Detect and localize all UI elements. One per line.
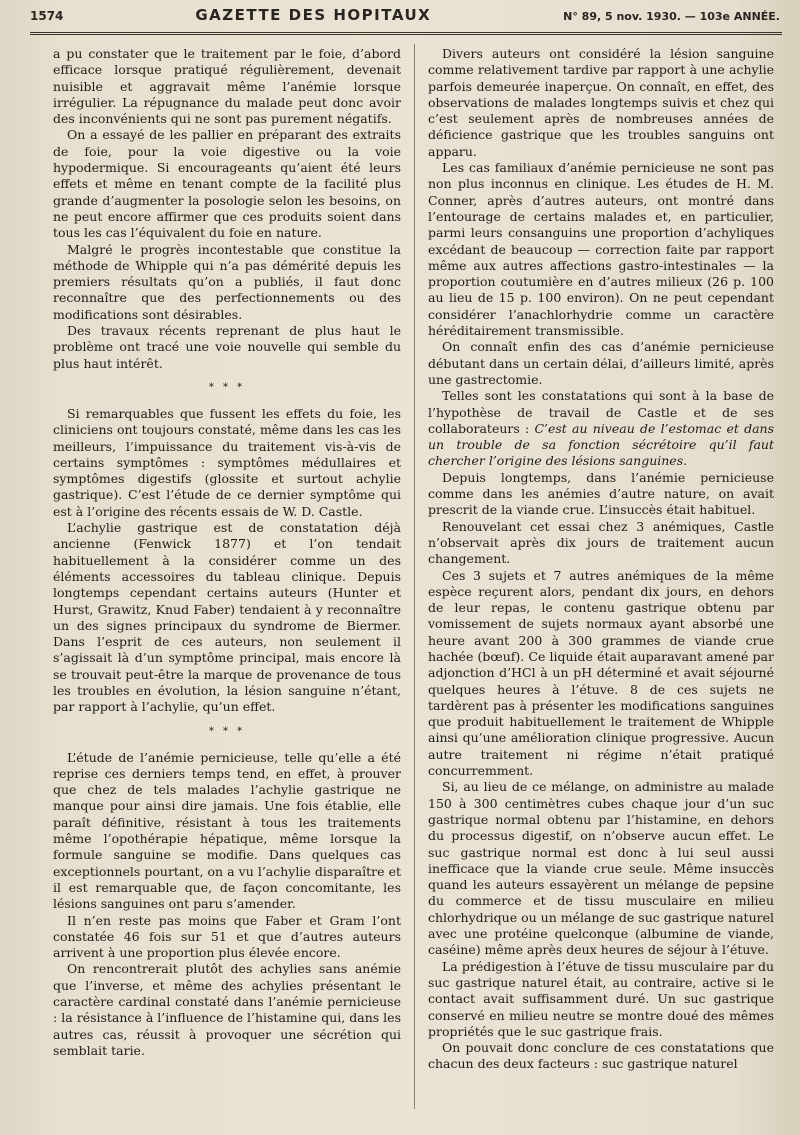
section-separator: * * * xyxy=(208,725,246,737)
section-separator: * * * xyxy=(208,381,246,393)
page-number: 1574 xyxy=(30,9,64,23)
paragraph: On pouvait donc conclure de ces constatations que chacun des deux facteurs : suc gastrique naturel xyxy=(428,1040,774,1072)
paragraph: L’achylie gastrique est de constatation déjà ancienne (Fenwick 1877) et l’on tendait habituellement à la considérer comme un des éléments accessoires du tableau clinique. Depuis longtemps cependant certains auteurs (Hunter et Hurst, Grawitz, Knud Faber) tendaient à y reconnaître un des signes principaux du syndrome de Biermer. Dans l’esprit de ces auteurs, non seulement il s’agissait là d’un symptôme principal, mais encore là se trouvait peut-être la marque de provenance de tous les troubles en évolution, la lésion sanguine n’étant, par rapport à l’achylie, qu’un effet. xyxy=(53,520,401,715)
paragraph: L’étude de l’anémie pernicieuse, telle qu’elle a été reprise ces derniers temps tend, en effet, à prouver que chez de tels malades l’achylie gastrique ne manque pour ainsi dire jamais. Une fois établie, elle paraît définitive, résistant à tous les traitements même l’opothérapie hépatique, même lorsque la formule sanguine se modifie. Dans quelques cas exceptionnels pourtant, on a vu l’achylie disparaître et il est remarquable que, de façon concomitante, les lésions sanguines ont paru s’amender. xyxy=(53,749,401,912)
journal-title: GAZETTE DES HOPITAUX xyxy=(195,6,432,24)
paragraph: Les cas familiaux d’anémie pernicieuse ne sont pas non plus inconnus en clinique. Les études de H. M. Conner, après d’autres auteurs, ont montré dans l’entourage de certains malades et, en particulier, parmi leurs consanguins une proportion d’achyliques excédant de beaucoup — correction faite par rapport même aux autres affections gastro-intestinales — la proportion coutumière en d’autres milieux (26 p. 100 au lieu de 15 p. 100 environ). On ne peut cependant considérer l’anachlorhydrie comme un caractère héréditairement transmissible. xyxy=(428,160,774,339)
paragraph: Renouvelant cet essai chez 3 anémiques, Castle n’observait après dix jours de traitement aucun changement. xyxy=(428,518,774,567)
paragraph: Malgré le progrès incontestable que constitue la méthode de Whipple qui n’a pas démérité depuis les premiers résultats qu’on a publiés, il faut donc reconnaître que des perfectionnements ou des modifications sont désirables. xyxy=(53,241,401,322)
paragraph: Des travaux récents reprenant de plus haut le problème ont tracé une voie nouvelle qui semble du plus haut intérêt. xyxy=(53,323,401,371)
paragraph: La prédigestion à l’étuve de tissu musculaire par du suc gastrique naturel était, au contraire, active si le contact avait suffisamment duré. Un suc gastrique conservé en milieu neutre se montre doué des mêmes propriétés que le suc gastrique frais. xyxy=(428,958,774,1039)
paragraph xyxy=(428,388,774,469)
header-rule xyxy=(30,32,782,35)
paragraph: Divers auteurs ont considéré la lésion sanguine comme relativement tardive par rapport à une achylie parfois demeurée inaperçue. On connaît, en effet, des observations de malades longtemps suivis et chez qui c’est seulement après de nombreuses années de déficience gastrique que les troubles sanguins ont apparu. xyxy=(428,46,774,159)
left-column xyxy=(53,46,401,1059)
page-header xyxy=(30,6,780,30)
paragraph-text: Telles sont les constatations qui sont à la base de l’hypothèse de travail de Castle et de ses collaborateurs : xyxy=(428,388,774,436)
paragraph: Ces 3 sujets et 7 autres anémiques de la même espèce reçurent alors, pendant dix jours, en dehors de leur repas, le contenu gastrique obtenu par vomissement de sujets normaux ayant absorbé une heure avant 200 à 300 grammes de viande crue hachée (bœuf). Ce liquide était auparavant amené par adjonction d’HCl à un pH déterminé et avait séjourné quelques heures à l’étuve. 8 de ces sujets ne tardèrent pas à présenter les modifications sanguines que produit habituellement le traitement de Whipple ainsi qu’une amélioration clinique progressive. Aucun autre traitement ni régime n’était pratiqué concurremment. xyxy=(428,567,774,779)
paragraph: Si remarquables que fussent les effets du foie, les cliniciens ont toujours constaté, même dans les cas les meilleurs, l’impuissance du traitement vis-à-vis de certains symptômes : symptômes médullaires et symptômes digestifs (glossite et surtout achylie gastrique). C’est l’étude de ce dernier symptôme qui est à l’origine des récents essais de W. D. Castle. xyxy=(53,405,401,519)
column-divider xyxy=(414,44,415,1109)
paragraph: On connaît enfin des cas d’anémie pernicieuse débutant dans un certain délai, d’ailleurs limité, après une gastrectomie. xyxy=(428,339,774,387)
paragraph: a pu constater que le traitement par le foie, d’abord efficace lorsque pratiqué régulièrement, devenait nuisible et aggravait même l’anémie lorsque irrégulier. La répugnance du malade peut donc avoir des inconvénients qui ne sont pas purement négatifs. xyxy=(53,46,401,127)
italic-hypothesis: C’est au niveau de l’estomac et dans un trouble de sa fonction sécrétoire qu’il faut chercher l’origine des lésions sanguines. xyxy=(428,420,774,469)
issue-info: N° 89, 5 nov. 1930. — 103e ANNÉE. xyxy=(563,10,780,23)
paragraph: Il n’en reste pas moins que Faber et Gram l’ont constatée 46 fois sur 51 et que d’autres auteurs arrivent à une proportion plus élevée encore. xyxy=(53,912,401,961)
paragraph: Si, au lieu de ce mélange, on administre au malade 150 à 300 centimètres cubes chaque jour d’un suc gastrique normal obtenu par l’histamine, en dehors du processus digestif, on n’observe aucun effet. Le suc gastrique normal est donc à lui seul aussi inefficace que la viande crue seule. Même insuccès quand les auteurs essayèrent un mélange de pepsine du commerce et de tissu musculaire en milieu chlorhydrique ou un mélange de suc gastrique naturel avec une protéine quelconque (albumine de viande, caséine) même après deux heures de séjour à l’étuve. xyxy=(428,779,774,958)
paragraph: Depuis longtemps, dans l’anémie pernicieuse comme dans les anémies d’autre nature, on avait prescrit de la viande crue. L’insuccès était habituel. xyxy=(428,469,774,518)
paragraph: On a essayé de les pallier en préparant des extraits de foie, pour la voie digestive ou la voie hypodermique. Si encourageants qu’aient été leurs effets et même en tenant compte de la facilité plus grande d’augmenter la posologie selon les besoins, on ne peut encore affirmer que ces produits soient dans tous les cas l’équivalent du foie en nature. xyxy=(53,127,401,241)
paragraph: On rencontrerait plutôt des achylies sans anémie que l’inverse, et même des achylies présentant le caractère cardinal constaté dans l’anémie pernicieuse : la résistance à l’influence de l’histamine qui, dans les autres cas, réussit à provoquer une sécrétion qui semblait tarie. xyxy=(53,961,401,1058)
right-column xyxy=(428,46,774,1073)
